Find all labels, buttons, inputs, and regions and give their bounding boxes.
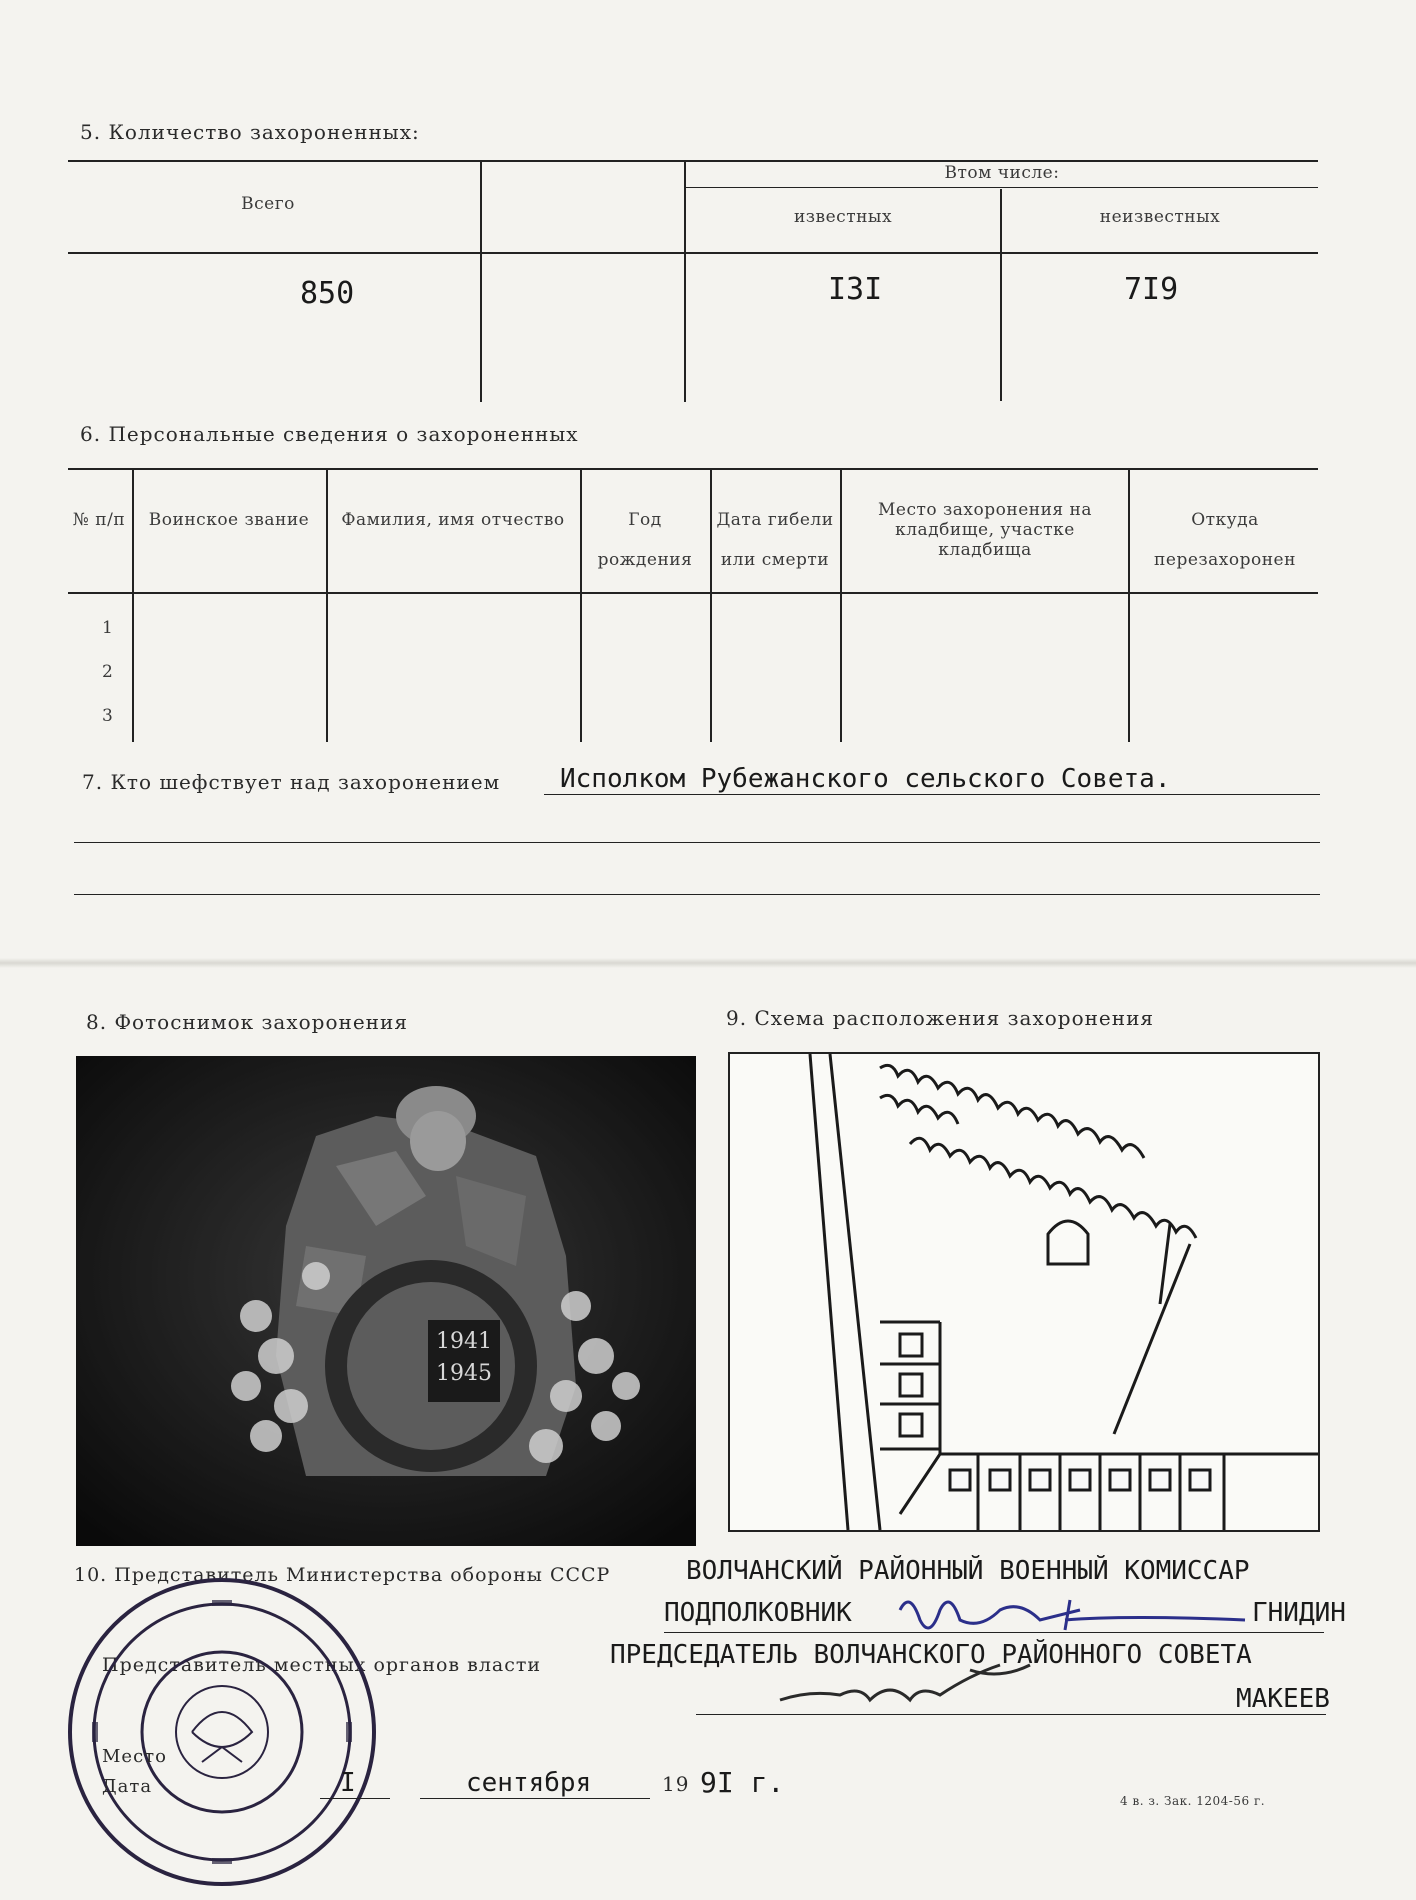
mod-representative-title: ВОЛЧАНСКИЙ РАЙОННЫЙ ВОЕННЫЙ КОМИССАР	[686, 1556, 1250, 1586]
table6-header-rule	[68, 592, 1318, 594]
date-year-prefix: 19	[662, 1772, 690, 1796]
patron-organization: Исполком Рубежанского сельского Совета.	[560, 764, 1171, 794]
table6-header-rank: Воинское звание	[148, 510, 310, 530]
table6-header-number: № п/п	[72, 510, 126, 530]
table6-header-burial-place: Место захоронения на кладбище, участке кладбища	[877, 500, 1093, 560]
table6-top-rule	[68, 468, 1318, 470]
date-year-suffix: 9I г.	[700, 1766, 785, 1799]
table6-header-reburied-from: Откуда перезахоронен	[1154, 510, 1296, 570]
mod-signature-line	[664, 1632, 1324, 1633]
plaque-year-end: 1945	[436, 1361, 492, 1386]
table6-row-number: 2	[102, 662, 114, 682]
plaque-year-start: 1941	[436, 1329, 492, 1354]
local-representative-label: Представитель местных органов власти	[102, 1654, 542, 1676]
page-fold	[0, 958, 1416, 968]
table6-divider	[840, 470, 842, 742]
section7-blank-line	[74, 842, 1320, 843]
print-info: 4 в. з. Зак. 1204-56 г.	[1120, 1794, 1266, 1808]
total-count: 850	[300, 276, 355, 311]
memorial-photo-image	[76, 1056, 696, 1546]
col-including-header: Втом числе:	[944, 163, 1060, 183]
mod-representative-label: 10. Представитель Министерства обороны СССР	[74, 1564, 611, 1586]
table5-divider	[480, 162, 482, 402]
mod-representative-name: ГНИДИН	[1252, 1598, 1346, 1628]
local-representative-title: ПРЕДСЕДАТЕЛЬ ВОЛЧАНСКОГО РАЙОННОГО СОВЕТА	[610, 1640, 1252, 1670]
section9-title: 9. Схема расположения захоронения	[726, 1006, 1155, 1030]
date-month: сентября	[466, 1768, 592, 1798]
section7-blank-line	[74, 894, 1320, 895]
table5-top-rule	[68, 160, 1318, 162]
seal-emblem	[72, 1582, 372, 1882]
table6-header-birth-year: Год рождения	[597, 510, 693, 570]
local-representative-name: МАКЕЕВ	[1236, 1684, 1330, 1714]
section8-title: 8. Фотоснимок захоронения	[86, 1010, 408, 1034]
table5-header-rule	[68, 252, 1318, 254]
section6-title: 6. Персональные сведения о захороненных	[80, 422, 579, 446]
burial-location-scheme	[728, 1052, 1320, 1532]
date-day-underline	[320, 1798, 390, 1799]
table6-header-death-date: Дата гибели или смерти	[716, 510, 834, 570]
date-month-underline	[420, 1798, 650, 1799]
section7-label: 7. Кто шефствует над захоронением	[82, 770, 501, 794]
scheme-drawing	[730, 1054, 1318, 1530]
col-unknown-header: неизвестных	[1099, 207, 1221, 227]
table5-sub-rule	[686, 187, 1318, 188]
table6-divider	[1128, 470, 1130, 742]
table6-row-number: 1	[102, 618, 114, 638]
memorial-photo	[76, 1056, 696, 1546]
section5-title: 5. Количество захороненных:	[80, 120, 420, 144]
table6-row-number: 3	[102, 706, 114, 726]
official-seal	[68, 1578, 376, 1886]
mod-representative-rank: ПОДПОЛКОВНИК	[664, 1598, 852, 1628]
section7-underline	[544, 794, 1320, 795]
local-signature-line	[696, 1714, 1326, 1715]
table6-header-name: Фамилия, имя отчество	[341, 510, 565, 530]
date-day: I	[340, 1768, 356, 1798]
date-label: Дата	[102, 1776, 153, 1797]
stamp-place-label: Место	[102, 1746, 167, 1767]
local-signature	[770, 1660, 1070, 1720]
col-total-header: Всего	[241, 194, 295, 214]
table5-divider	[684, 162, 686, 402]
col-known-header: известных	[793, 207, 893, 227]
unknown-count: 7I9	[1124, 272, 1179, 307]
known-count: I3I	[828, 272, 883, 307]
